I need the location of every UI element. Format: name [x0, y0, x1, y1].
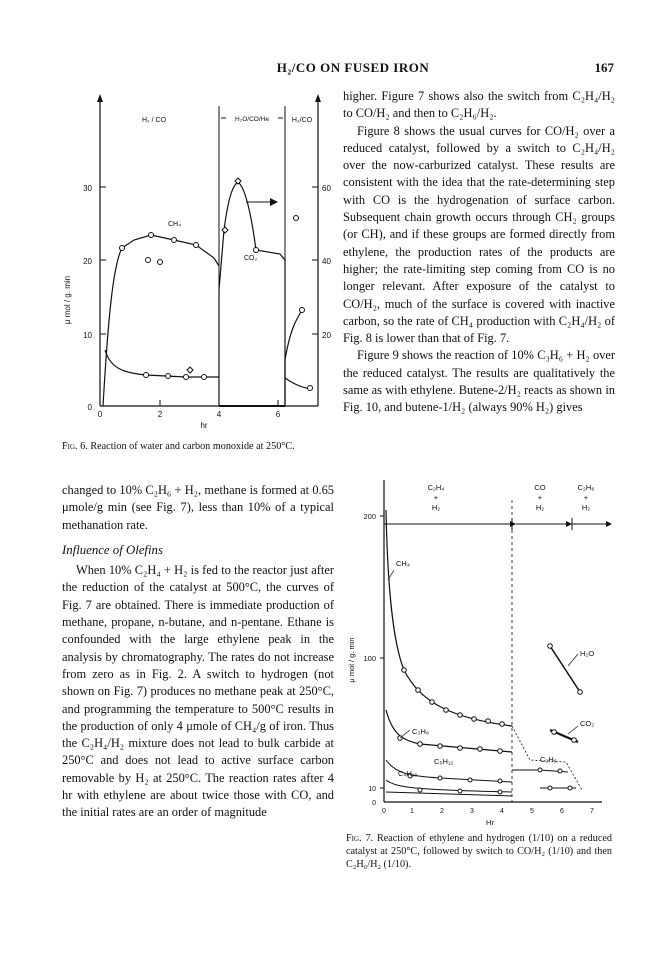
fig6-xtick-0: 0: [97, 410, 103, 419]
fig7-label-plus-2: +: [537, 493, 543, 502]
page-number: 167: [594, 60, 614, 75]
fig7-ytick-200: 200: [363, 512, 376, 521]
fig7-label-plus-1: +: [433, 493, 439, 502]
fig6-ylabel: μ mol / g. min: [63, 275, 72, 325]
fig6-label-h2co: H₂ / CO: [141, 117, 167, 124]
fig6-ytick-0: 0: [87, 403, 92, 412]
fig6-xlabel: hr: [200, 421, 208, 430]
fig7-label-h2-3: H₂: [581, 503, 591, 512]
fig6-label-ch4: CH₄: [168, 221, 181, 228]
fig7-ytick-0: 0: [372, 800, 376, 807]
page-header: [92, 60, 614, 80]
fig7-label-h2o: H₂O: [580, 649, 595, 658]
fig6-xtick-4: 4: [216, 410, 222, 419]
paragraph: higher. Figure 7 shows also the switch from C₂H₄/H₂ to CO/H₂ and then to C₂H₆/H₂.: [343, 89, 615, 121]
fig7-label-c2h6: C₂H₆: [577, 483, 595, 492]
fig7-ytick-10: 10: [368, 786, 376, 793]
fig6-ytick-30: 30: [83, 184, 92, 193]
left-column-text: [62, 482, 334, 822]
paragraph: Figure 8 shows the usual curves for CO/H₂ over a reduced catalyst, followed by a switch to C₂H₄/H₂ over the now-carburized catalyst. These results are consistent with the idea that the rate-determining step with CO is the hydrogenation of surface carbon. Subsequent chain growth occurs through CH₂ groups (or CH), and if these groups are formed directly from ethylene, the production rates of the products are higher; the rate-limiting step coming from CO is no longer relevant. After exposure of the catalyst to CO/H₂, much of the surface is covered with inactive carbon, so the rate of CH₄ production with C₂H₄/H₂ of Fig. 8 is lower than that of Fig. 7.: [343, 123, 615, 346]
fig7-xtick-6: 6: [560, 808, 564, 815]
fig6-xtick-2: 2: [157, 410, 163, 419]
fig6-xtick-6: 6: [275, 410, 281, 419]
figure-7-caption-label: Fig. 7.: [346, 833, 374, 844]
fig7-label-co2: CO₂: [580, 719, 595, 728]
figure-7-caption: [346, 832, 612, 871]
fig7-label-c2h6: C₂H₆: [540, 755, 557, 764]
figure-7: [340, 470, 620, 830]
fig6-rtick-40: 40: [322, 257, 331, 266]
fig6-ytick-10: 10: [83, 331, 92, 340]
figure-6-caption-text: Reaction of water and carbon monoxide at 250°C.: [90, 441, 295, 452]
figure-7-caption-text: Reaction of ethylene and hydrogen (1/10) on a reduced catalyst at 250°C, followed by switch to CO/H₂ (1/10) and then C₂H₆/H₂ (1/10).: [346, 833, 612, 870]
fig7-xtick-0: 0: [382, 808, 386, 815]
fig7-label-c2h4: C₂H₄: [427, 483, 445, 492]
fig7-label-c3h8: C₃H₈: [412, 727, 429, 736]
fig7-label-c5h12: C₅H₁₂: [434, 757, 454, 766]
fig7-xlabel: Hr: [486, 818, 494, 827]
figure-6: [56, 90, 338, 430]
paragraph: changed to 10% C₂H₆ + H₂, methane is formed at 0.65 μmole/g min (see Fig. 7), less than 10% of a typical methanation rate.: [62, 483, 334, 532]
fig7-xtick-7: 7: [590, 808, 594, 815]
fig7-label-plus-3: +: [583, 493, 589, 502]
fig6-rtick-60: 60: [322, 184, 331, 193]
fig6-rtick-20: 20: [322, 331, 331, 340]
fig6-label-co2: CO₂: [244, 255, 258, 262]
fig6-label-h2o-co-he: H₂O/CO/He: [235, 116, 269, 123]
fig7-ylabel: μ mol / g. min: [347, 637, 356, 683]
fig7-label-h2-2: H₂: [535, 503, 545, 512]
paragraph: When 10% C₂H₄ + H₂ is fed to the reactor just after the reduction of the catalyst at 500°C, the curves of Fig. 7 are obtained. There is immediate production of methane, propane, n-butane, and n-pentane. Ethane is confounded with the large ethylene peak in the analysis by chromatography. The rates do not increase from zero as in Fig. 2. A switch to hydrogen (not shown on Fig. 7) produces no methane peak at 250°C, and programming the temperature to 500°C results in the production of only 4 μmole of CH₄/g of iron. Thus the C₂H₄/H₂ mixture does not lead to bulk carbide at 250°C and does not lead to active surface carbon removable by H₂ at 250°C. The reaction rates after 4 hr with ethylene are about twice those with CO, and the initial rates are an order of magnitude: [62, 563, 334, 820]
fig7-label-h2-1: H₂: [431, 503, 441, 512]
figure-6-caption-label: Fig. 6.: [62, 441, 88, 452]
fig7-xtick-4: 4: [500, 808, 504, 815]
running-head: H₂/CO ON FUSED IRON: [276, 60, 430, 75]
fig7-xtick-5: 5: [530, 808, 534, 815]
fig7-ytick-100: 100: [363, 654, 376, 663]
fig7-label-co: CO: [534, 483, 546, 492]
fig7-xtick-2: 2: [440, 808, 444, 815]
right-column-text: [343, 88, 615, 417]
fig7-label-c4h10: C₄H₁₀: [398, 769, 418, 778]
figure-6-caption: [62, 440, 334, 453]
fig7-xtick-1: 1: [410, 808, 414, 815]
fig6-label-h2co-2: H₂/CO: [291, 117, 313, 124]
fig7-xtick-3: 3: [470, 808, 474, 815]
fig6-ytick-20: 20: [83, 257, 92, 266]
section-title: Influence of Olefins: [62, 542, 163, 557]
paragraph: Figure 9 shows the reaction of 10% C₃H₆ + H₂ over the reduced catalyst. The results are qualitatively the same as with ethylene. Butene-2/H₂ reacts as shown in Fig. 10, and butene-1/H₂ (always 90% H₂) gives: [343, 348, 615, 415]
fig7-label-ch4: CH₄: [396, 559, 410, 568]
